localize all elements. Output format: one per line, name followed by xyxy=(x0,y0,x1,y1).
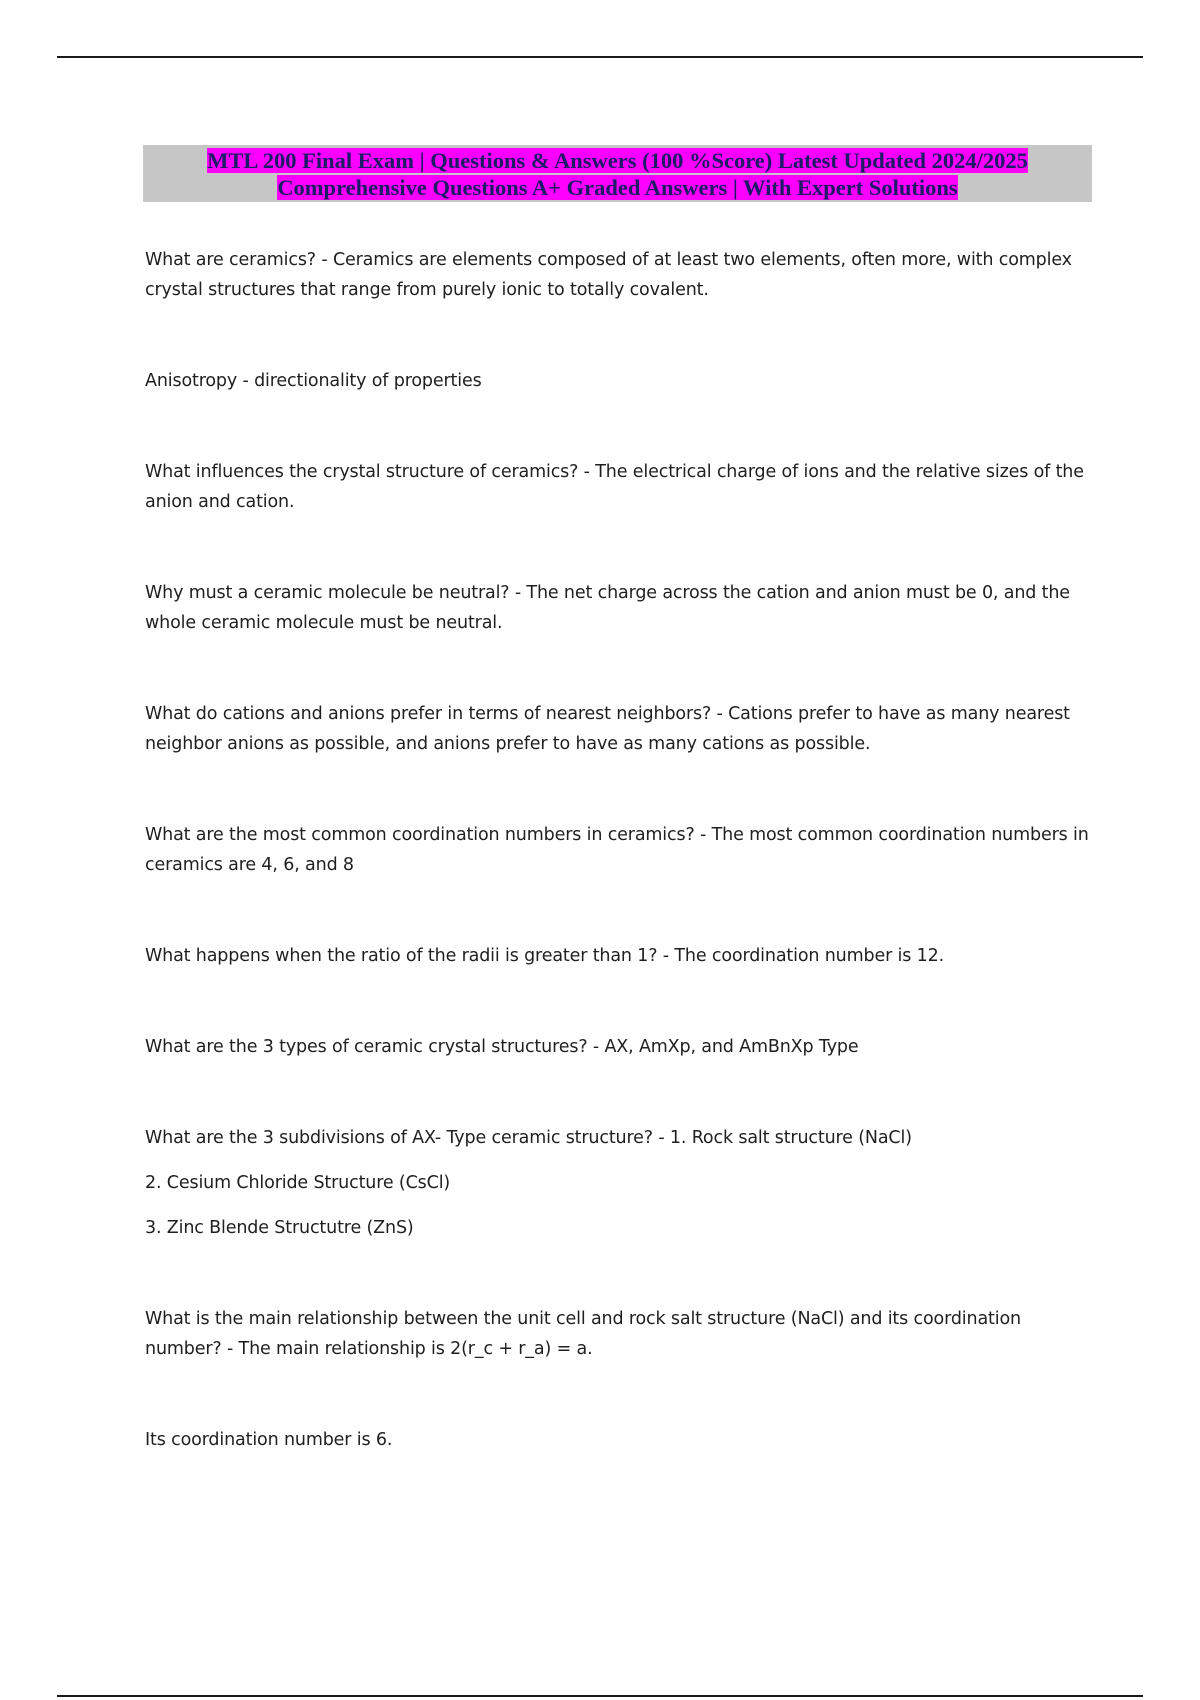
header-rule xyxy=(57,56,1143,58)
qa-entry: What happens when the ratio of the radii is greater than 1? - The coordination number is 12. xyxy=(145,946,945,966)
qa-entry: Its coordination number is 6. xyxy=(145,1430,393,1450)
title-line-1: MTL 200 Final Exam | Questions & Answers (100 %Score) Latest Updated 2024/2025 xyxy=(207,148,1028,173)
qa-entry: Anisotropy - directionality of properties xyxy=(145,371,482,391)
qa-entry: What influences the crystal structure of ceramics? - The electrical charge of ions and the relative sizes of the anion and cation. xyxy=(145,462,1084,512)
subdivisions-question: What are the 3 subdivisions of AX- Type ceramic structure? - 1. Rock salt structure (NaCl) xyxy=(145,1128,912,1148)
subdivision-item: 3. Zinc Blende Structutre (ZnS) xyxy=(145,1218,414,1238)
footer-rule xyxy=(57,1695,1143,1697)
qa-entry: What are ceramics? - Ceramics are elements composed of at least two elements, often more, with complex crystal structures that range from purely ionic to totally covalent. xyxy=(145,250,1072,300)
document-title xyxy=(143,145,1092,202)
qa-entry-subdivisions xyxy=(145,1123,1095,1243)
qa-entry: What are the 3 types of ceramic crystal structures? - AX, AmXp, and AmBnXp Type xyxy=(145,1037,859,1057)
qa-entry: What are the most common coordination numbers in ceramics? - The most common coordination numbers in ceramics are 4, 6, and 8 xyxy=(145,825,1089,875)
title-line-2: Comprehensive Questions A+ Graded Answers | With Expert Solutions xyxy=(277,175,958,200)
qa-entry: What is the main relationship between the unit cell and rock salt structure (NaCl) and its coordination number? - The main relationship is 2(r_c + r_a) = a. xyxy=(145,1309,1021,1359)
qa-content xyxy=(145,245,1095,1516)
qa-entry: Why must a ceramic molecule be neutral? - The net charge across the cation and anion must be 0, and the whole ceramic molecule must be neutral. xyxy=(145,583,1070,633)
subdivision-item: 2. Cesium Chloride Structure (CsCl) xyxy=(145,1173,451,1193)
qa-entry: What do cations and anions prefer in terms of nearest neighbors? - Cations prefer to have as many nearest neighbor anions as possible, and anions prefer to have as many cations as possible. xyxy=(145,704,1070,754)
